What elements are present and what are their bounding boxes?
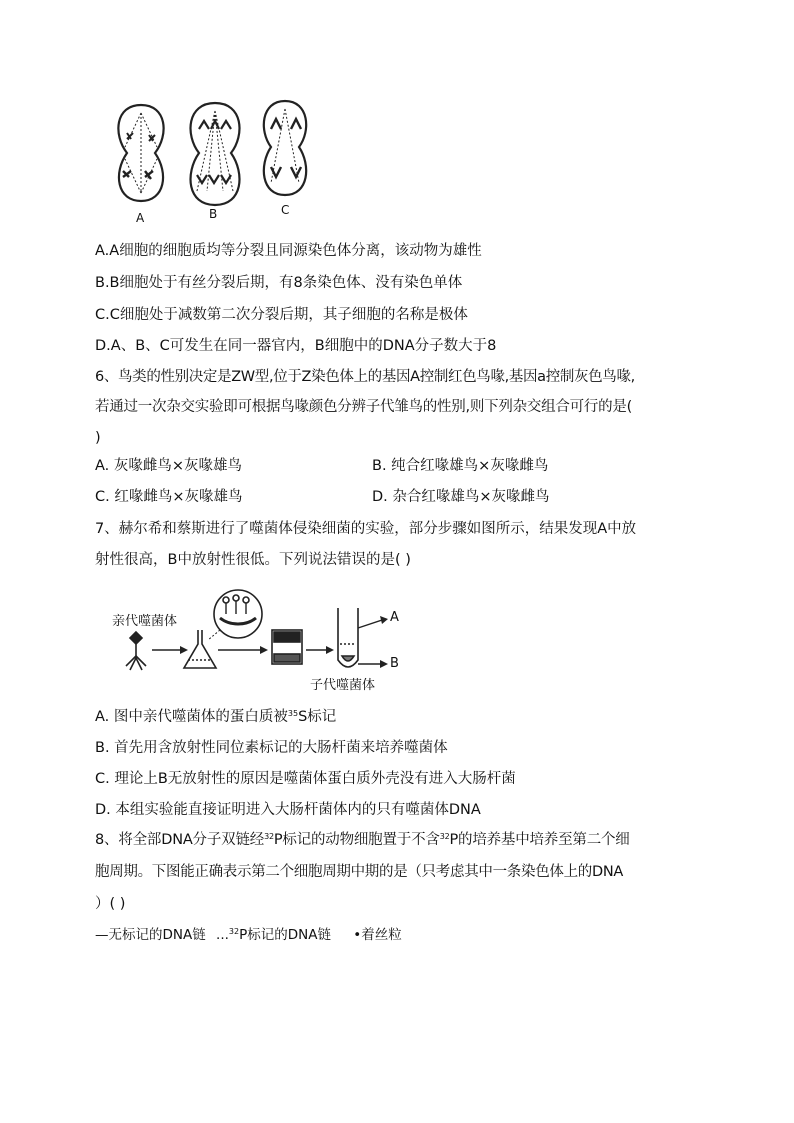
q8-stem-line2: 胞周期。下图能正确表示第二个细胞周期中期的是（只考虑其中一条染色体上的DNA — [95, 864, 624, 880]
q7-option-d: D. 本组实验能直接证明进入大肠杆菌体内的只有噬菌体DNA — [95, 802, 481, 818]
q7-option-a-prefix: A. 图中亲代噬菌体的蛋白质被 — [95, 709, 288, 725]
cell-a — [118, 105, 163, 201]
cell-label-a: A — [136, 211, 145, 225]
q5-option-d: D.A、B、C可发生在同一器官内，B细胞中的DNA分子数大于8 — [95, 338, 497, 354]
q6-stem-line3: ) — [95, 430, 101, 446]
q7-option-a — [95, 707, 336, 727]
flask-icon — [184, 630, 216, 668]
cell-c — [264, 101, 306, 195]
tube-label-a: A — [390, 610, 399, 625]
q7-option-a-sup: 35 — [287, 709, 299, 718]
legend-centromere: •着丝粒 — [353, 927, 402, 943]
q8-stem-line1 — [95, 830, 630, 850]
phage-experiment-figure — [110, 588, 410, 696]
q8-line1-c: P的培养基中培养至第二个细 — [449, 832, 630, 848]
q6-stem-line2: 若通过一次杂交实验即可根据鸟喙颜色分辨子代雏鸟的性别,则下列杂交组合可行的是( — [95, 399, 633, 415]
q6-stem-line1: 6、鸟类的性别决定是ZW型,位于Z染色体上的基因A控制红色鸟喙,基因a控制灰色鸟喙, — [95, 369, 635, 385]
q7-option-c: C. 理论上B无放射性的原因是噬菌体蛋白质外壳没有进入大肠杆菌 — [95, 771, 516, 787]
q8-line1-b: P标记的动物细胞置于不含 — [273, 832, 440, 848]
q8-legend — [95, 925, 402, 945]
q5-option-c: C.C细胞处于减数第二次分裂后期，其子细胞的名称是极体 — [95, 307, 468, 323]
parent-phage-label: 亲代噬菌体 — [112, 614, 178, 629]
q8-stem-line3: ）( ) — [95, 896, 126, 912]
child-phage-label: 子代噬菌体 — [310, 678, 376, 693]
legend-unlabeled-strand: —无标记的DNA链 — [95, 927, 206, 943]
q7-stem-line1: 7、赫尔希和蔡斯进行了噬菌体侵染细菌的实验，部分步骤如图所示，结果发现A中放 — [95, 521, 637, 537]
legend-labeled-strand: P标记的DNA链 — [239, 927, 331, 943]
q8-line1-sup1: 32 — [264, 832, 274, 841]
q7-option-b: B. 首先用含放射性同位素标记的大肠杆菌来培养噬菌体 — [95, 740, 448, 756]
q7-stem-line2: 射性很高，B中放射性很低。下列说法错误的是( ) — [95, 552, 411, 568]
cell-division-figure — [105, 95, 335, 225]
q7-option-a-suffix: S标记 — [298, 709, 337, 725]
q8-line1-sup2: 32 — [439, 832, 450, 841]
magnified-view-icon — [214, 590, 262, 638]
tube-label-b: B — [390, 656, 399, 671]
legend-sup: 32 — [228, 927, 240, 936]
q6-option-d: D. 杂合红喙雄鸟×灰喙雌鸟 — [372, 489, 550, 505]
phage-icon — [126, 632, 146, 670]
q5-option-a: A.A细胞的细胞质均等分裂且同源染色体分离，该动物为雄性 — [95, 243, 482, 259]
cell-label-b: B — [209, 207, 218, 221]
blender-icon — [272, 630, 302, 664]
q6-option-a: A. 灰喙雌鸟×灰喙雄鸟 — [95, 458, 243, 474]
cell-division-drawing — [105, 95, 335, 225]
legend-dots: ... — [216, 927, 229, 943]
q6-option-b: B. 纯合红喙雄鸟×灰喙雌鸟 — [372, 458, 549, 474]
q8-line1-a: 8、将全部DNA分子双链经 — [95, 832, 265, 848]
q6-option-c: C. 红喙雌鸟×灰喙雄鸟 — [95, 489, 243, 505]
q5-option-b: B.B细胞处于有丝分裂后期，有8条染色体、没有染色单体 — [95, 275, 463, 291]
cell-b — [191, 103, 240, 205]
cell-label-c: C — [281, 203, 290, 217]
test-tube-icon — [338, 608, 358, 667]
